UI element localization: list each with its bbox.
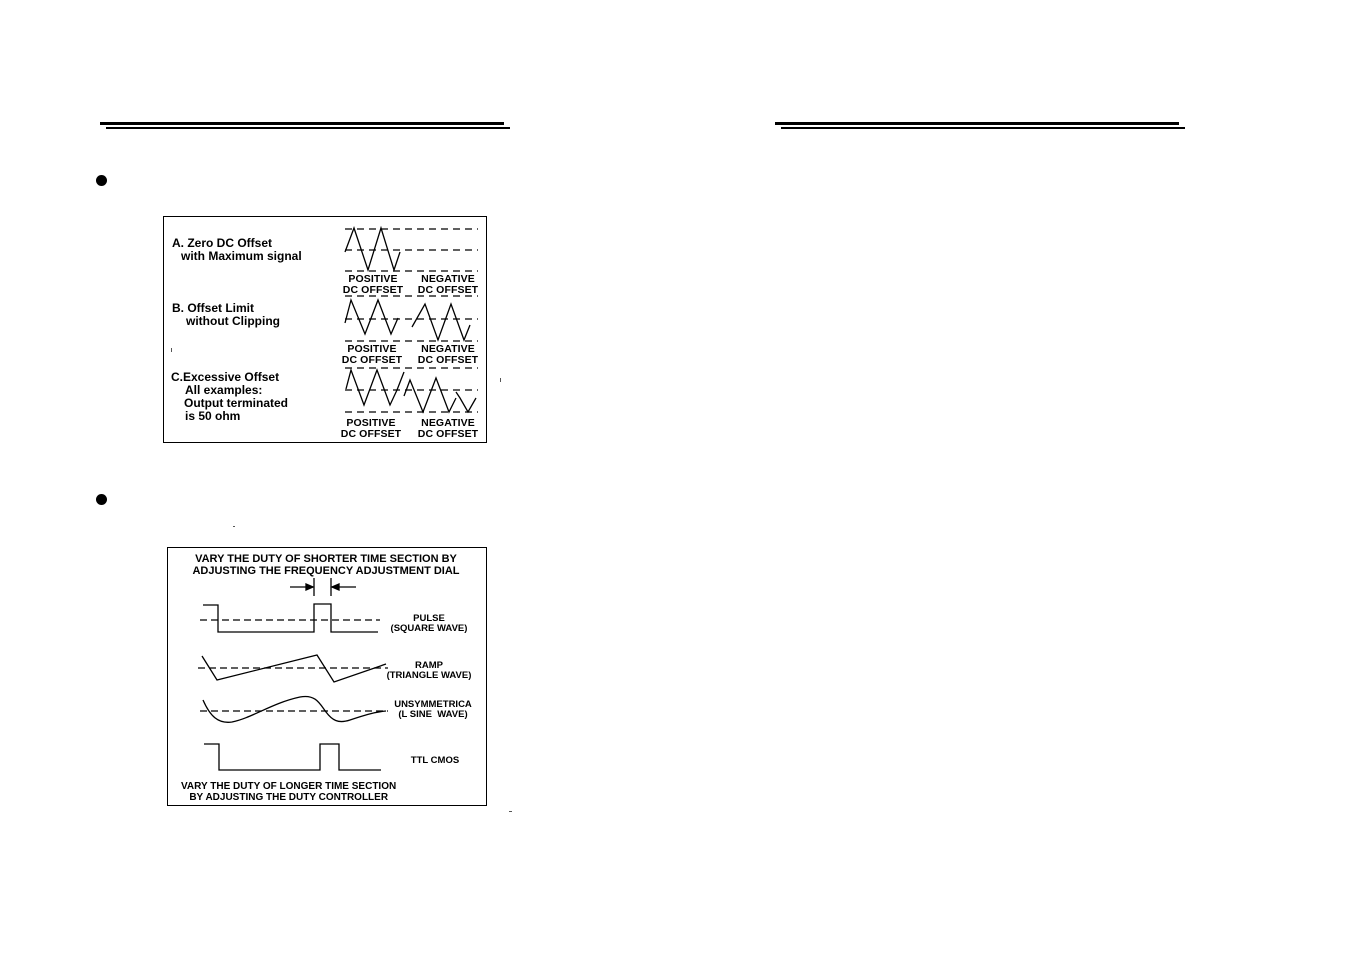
ttl-cmos-label: TTL CMOS <box>410 755 460 766</box>
scan-speck <box>171 348 172 352</box>
row-c-positive-label: POSITIVE DC OFFSET <box>340 417 402 440</box>
scan-speck <box>509 811 512 812</box>
scan-speck <box>500 378 501 382</box>
row-a-title: A. Zero DC Offset <box>172 236 273 250</box>
row-c-line-3: is 50 ohm <box>185 409 241 423</box>
scan-speck <box>233 526 235 527</box>
row-c-line-1: All examples: <box>185 383 263 397</box>
row-c-line-2: Output terminated <box>184 396 288 410</box>
ttl-cmos-waveform <box>204 744 381 770</box>
ramp-label: RAMP (TRIANGLE WAVE) <box>386 660 472 681</box>
duty-bottom-caption: VARY THE DUTY OF LONGER TIME SECTION BY ADJUSTING THE DUTY CONTROLLER <box>181 781 397 803</box>
pulse-label: PULSE (SQUARE WAVE) <box>390 613 468 634</box>
unsym-sine-waveform <box>200 696 388 722</box>
pulse-waveform <box>200 604 380 632</box>
row-b-positive-label: POSITIVE DC OFFSET <box>341 343 403 366</box>
row-b-title: B. Offset Limit <box>172 301 255 315</box>
row-a-positive-label: POSITIVE DC OFFSET <box>342 273 404 296</box>
row-b-negative-label: NEGATIVE DC OFFSET <box>417 343 479 366</box>
row-a-negative-label: NEGATIVE DC OFFSET <box>417 273 479 296</box>
row-c-title: C.Excessive Offset <box>171 370 280 384</box>
row-a-line: with Maximum signal <box>181 249 302 263</box>
pulse-width-indicator <box>290 578 356 596</box>
unsym-sine-label: UNSYMMETRICA (L SINE WAVE) <box>394 699 472 720</box>
ramp-waveform <box>198 655 388 682</box>
row-c-negative-label: NEGATIVE DC OFFSET <box>417 417 479 440</box>
duty-top-caption: VARY THE DUTY OF SHORTER TIME SECTION BY ADJUSTING THE FREQUENCY ADJUSTMENT DIAL <box>192 553 460 577</box>
row-b-line: without Clipping <box>186 314 280 328</box>
